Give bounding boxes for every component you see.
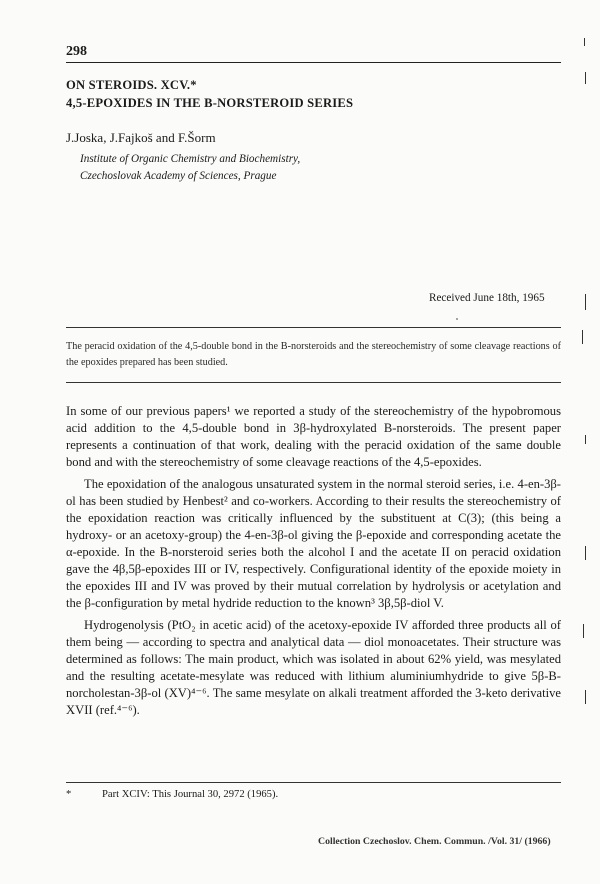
margin-mark [585, 294, 586, 310]
margin-mark [585, 435, 586, 444]
paragraph-3: Hydrogenolysis (PtO₂ in acetic acid) of the acetoxy-epoxide IV afforded three products all of them being — according to spectra and analytical data — diol monoacetates. Their structure was determined as follows: The main product, which was isolated in about 62% yield, was mesylated and the resulting acetate-mesylate was reduced with lithium aluminiumhydride to give 5β-B-norcholestan-3β-ol (XV)⁴⁻⁶. The same mesylate on alkali treatment afforded the 3-keto derivative XVII (ref.⁴⁻⁶). [66, 618, 561, 717]
margin-mark [585, 546, 586, 560]
authors: J.Joska, J.Fajkoš and F.Šorm [66, 130, 216, 145]
margin-mark [582, 330, 583, 344]
margin-mark [585, 72, 586, 84]
received-date: Received June 18th, 1965 [429, 292, 545, 304]
journal-footer: Collection Czechoslov. Chem. Commun. /Vol. 31/ (1966) [318, 836, 551, 847]
article-title-series: ON STEROIDS. XCV.* [66, 78, 197, 92]
margin-mark [583, 624, 584, 638]
margin-mark [584, 38, 585, 46]
article-title: 4,5-EPOXIDES IN THE B-NORSTEROID SERIES [66, 96, 354, 110]
footnote-rule [66, 782, 561, 783]
abstract-rule-bottom [66, 382, 561, 383]
paragraph-1: In some of our previous papers¹ we reported a study of the stereochemistry of the hypobromous acid addition to the 4,5-double bond in 3β-hydroxylated B-norsteroids. The present paper represents a continuation of that work, dealing with the peracid oxidation of the same double bond and with the stereochemistry of some cleavage reactions of the 4,5-epoxides. [66, 404, 561, 469]
affiliation-line-2: Czechoslovak Academy of Sciences, Prague [80, 170, 277, 182]
body-text [66, 403, 561, 724]
header-rule [66, 62, 561, 63]
footnote-mark: * [66, 789, 72, 800]
abstract-rule-top [66, 327, 561, 328]
affiliation-line-1: Institute of Organic Chemistry and Biochemistry, [80, 153, 301, 165]
scan-speck [456, 318, 458, 320]
footnote [66, 789, 278, 800]
abstract: The peracid oxidation of the 4,5-double bond in the B-norsteroids and the stereochemistry of some cleavage reactions of the epoxides prepared has been studied. [66, 341, 561, 368]
margin-mark [585, 690, 586, 704]
page-number: 298 [66, 44, 87, 59]
footnote-text: Part XCIV: This Journal 30, 2972 (1965). [102, 789, 279, 800]
paragraph-2: The epoxidation of the analogous unsaturated system in the normal steroid series, i.e. 4-en-3β-ol has been studied by Henbest² and co-workers. According to their results the stereochemistry of the epoxidation reaction was critically influenced by the substituent at C(3); (this being a hydroxy- or an acetoxy-group) the 4-en-3β-ol giving the β-epoxide and corresponding acetate the α-epoxide. In the B-norsteroid series both the alcohol I and the acetate II on peracid oxidation gave the 4β,5β-epoxides III or IV, respectively. Configurational identity of the epoxide moiety in the epoxides III and IV was proved by their mutual correlation by hydrolysis or acetylation and the β-configuration by metal hydride reduction to the known³ 3β,5β-diol V. [66, 477, 561, 610]
